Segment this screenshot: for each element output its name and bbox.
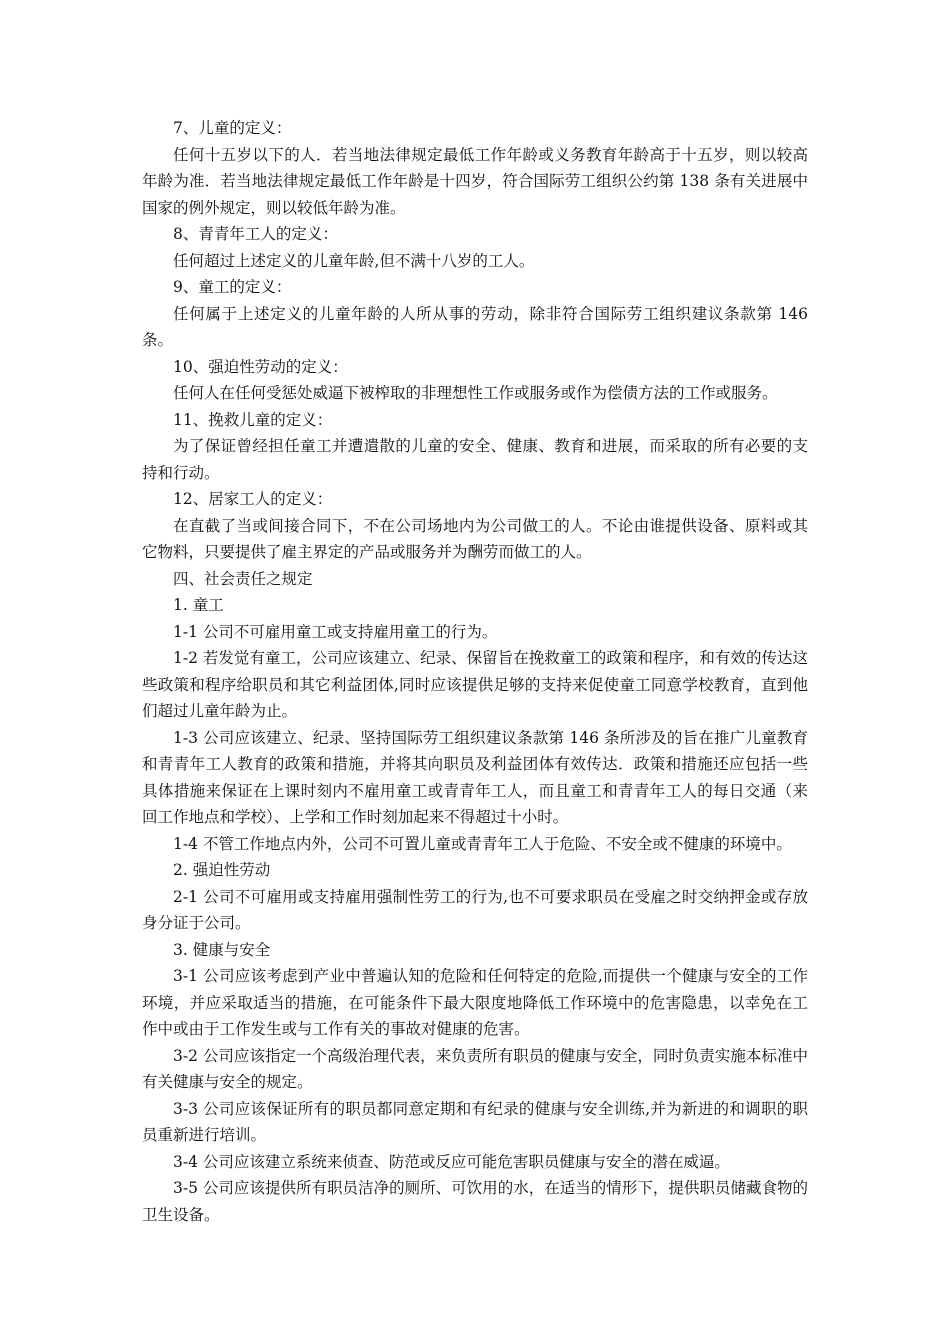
clause-text: 1-3 公司应该建立、纪录、坚持国际劳工组织建议条款第 146 条所涉及的旨在推广儿童教育和青青年工人教育的政策和措施，并将其向职员及利益团体有效传达．政策和措施还应包括一些具体措施来保证在上课时刻内不雇用童工或青青年工人，而且童工和青青年工人的每日交通（来回工作地点和学校）、上学和工作时刻加起来不得超过十小时。 bbox=[142, 728, 808, 826]
clause-text: 1-2 若发觉有童工，公司应该建立、纪录、保留旨在挽救童工的政策和程序，和有效的传达这些政策和程序给职员和其它利益团体,同时应该提供足够的支持来促使童工同意学校教育，直到他们超过儿童年龄为止。 bbox=[142, 649, 808, 720]
section-heading: 12、居家工人的定义： bbox=[173, 490, 333, 508]
definition-text: 在直截了当或间接合同下，不在公司场地内为公司做工的人。不论由谁提供设备、原料或其它物料，只要提供了雇主界定的产品或服务并为酬劳而做工的人。 bbox=[142, 516, 808, 561]
clause-text: 3-5 公司应该提供所有职员洁净的厕所、可饮用的水，在适当的情形下，提供职员储藏食物的卫生设备。 bbox=[142, 1179, 808, 1224]
clause-text: 1-4 不管工作地点内外，公司不可置儿童或青青年工人于危险、不安全或不健康的环境中。 bbox=[173, 834, 792, 853]
clause-text: 3-1 公司应该考虑到产业中普遍认知的危险和任何特定的危险,而提供一个健康与安全的工作环境，并应采取适当的措施，在可能条件下最大限度地降低工作环境中的危害隐患，以幸免在工作中或由于工作发生或与工作有关的事故对健康的危害。 bbox=[142, 967, 808, 1038]
clause-text: 2-1 公司不可雇用或支持雇用强制性劳工的行为,也不可要求职员在受雇之时交纳押金或存放身分证于公司。 bbox=[142, 887, 808, 932]
chapter-heading: 四、社会责任之规定 bbox=[173, 569, 313, 588]
definition-text: 为了保证曾经担任童工并遭遣散的儿童的安全、健康、教育和进展，而采取的所有必要的支持和行动。 bbox=[142, 437, 808, 482]
definition-text: 任何十五岁以下的人．若当地法律规定最低工作年龄或义务教育年龄高于十五岁，则以较高年龄为准．若当地法律规定最低工作年龄是十四岁，符合国际劳工组织公约第 138 条有关进展中国家的例外规定，则以较低年龄为准。 bbox=[142, 145, 808, 217]
section-heading: 9、童工的定义： bbox=[173, 278, 292, 296]
definition-text: 任何属于上述定义的儿童年龄的人所从事的劳动，除非符合国际劳工组织建议条款第 146 条。 bbox=[142, 304, 808, 349]
clause-text: 3-2 公司应该指定一个高级治理代表，来负责所有职员的健康与安全，同时负责实施本标准中有关健康与安全的规定。 bbox=[142, 1046, 808, 1091]
subsection-heading: 1. 童工 bbox=[173, 596, 224, 614]
definition-text: 任何超过上述定义的儿童年龄,但不满十八岁的工人。 bbox=[173, 251, 535, 270]
subsection-heading: 3. 健康与安全 bbox=[173, 940, 271, 959]
subsection-heading: 2. 强迫性劳动 bbox=[173, 861, 271, 879]
section-heading: 10、强迫性劳动的定义： bbox=[173, 357, 348, 376]
section-heading: 8、青青年工人的定义： bbox=[173, 225, 338, 243]
section-heading: 11、挽救儿童的定义： bbox=[173, 410, 333, 429]
clause-text: 3-3 公司应该保证所有的职员都同意定期和有纪录的健康与安全训练,并为新进的和调职的职员重新进行培训。 bbox=[142, 1099, 808, 1144]
clause-text: 1-1 公司不可雇用童工或支持雇用童工的行为。 bbox=[173, 622, 498, 641]
definition-text: 任何人在任何受惩处威逼下被榨取的非理想性工作或服务或作为偿债方法的工作或服务。 bbox=[173, 384, 778, 402]
section-heading: 7、儿童的定义： bbox=[173, 119, 292, 137]
clause-text: 3-4 公司应该建立系统来侦查、防范或反应可能危害职员健康与安全的潜在威逼。 bbox=[173, 1152, 730, 1171]
